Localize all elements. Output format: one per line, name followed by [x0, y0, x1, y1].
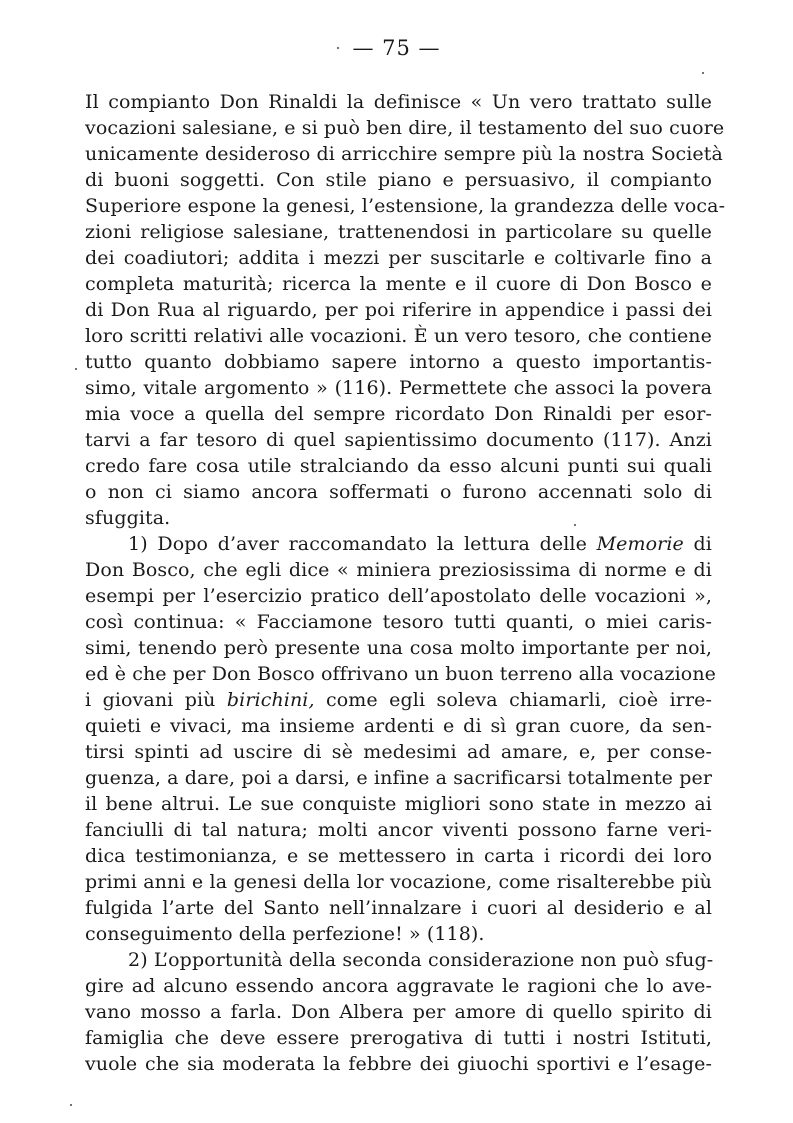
scan-speck: [702, 72, 704, 74]
scan-speck: [337, 47, 339, 49]
line-text: i giovani più: [85, 689, 227, 711]
text-line: Il compianto Don Rinaldi la definisce « Un vero trattato sulle: [85, 91, 712, 113]
line-text: di: [683, 533, 712, 555]
text-line: tutto quanto dobbiamo sapere intorno a questo importantis-: [85, 351, 712, 373]
line-text: 1) Dopo d’aver raccomandato la lettura delle: [128, 533, 597, 555]
text-line: zioni religiose salesiane, trattenendosi in particolare su quelle: [85, 221, 712, 243]
text-line: credo fare cosa utile stralciando da esso alcuni punti sui quali: [85, 455, 712, 477]
text-line: così continua: « Facciamone tesoro tutti quanti, o miei caris-: [85, 611, 712, 633]
text-line: ed è che per Don Bosco offrivano un buon terreno alla vocazione: [85, 663, 717, 685]
page-number: — 75 —: [352, 36, 441, 60]
text-line: di buoni soggetti. Con stile piano e persuasivo, il compianto: [85, 169, 712, 191]
text-line: primi anni e la genesi della lor vocazione, come risalterebbe più: [85, 871, 712, 893]
text-line: gire ad alcuno essendo ancora aggravate le ragioni che lo ave-: [85, 975, 712, 997]
text-line: dei coadiutori; addita i mezzi per suscitarle e coltivarle fino a: [85, 247, 712, 269]
text-line: fanciulli di tal natura; molti ancor viventi possono farne veri-: [85, 819, 712, 841]
text-line: vuole che sia moderata la febbre dei giuochi sportivi e l’esage-: [85, 1053, 712, 1075]
text-line: vano mosso a farla. Don Albera per amore di quello spirito di: [85, 1001, 712, 1023]
text-line: quieti e vivaci, ma insieme ardenti e di sì gran cuore, da sen-: [85, 715, 712, 737]
text-line: conseguimento della perfezione! » (118).: [85, 923, 485, 945]
text-line: loro scritti relativi alle vocazioni. È un vero tesoro, che contiene: [85, 325, 712, 347]
text-line: tarvi a far tesoro di quel sapientissimo documento (117). Anzi: [85, 429, 712, 451]
line-text: come egli soleva chiamarli, cioè irre-: [314, 689, 712, 711]
text-line: unicamente desideroso di arricchire sempre più la nostra Società: [85, 143, 723, 165]
scan-speck: [75, 368, 77, 370]
text-line: esempi per l’esercizio pratico dell’apostolato delle vocazioni »,: [85, 585, 712, 607]
text-line: Superiore espone la genesi, l’estensione, la grandezza delle voca-: [85, 195, 726, 217]
text-line: famiglia che deve essere prerogativa di tutti i nostri Istituti,: [85, 1027, 712, 1049]
text-line: mia voce a quella del sempre ricordato Don Rinaldi per esor-: [85, 403, 712, 425]
text-line: o non ci siamo ancora soffermati o furono accennati solo di: [85, 481, 712, 503]
scan-speck: [574, 524, 576, 526]
text-line: 2) L’opportunità della seconda considerazione non può sfug-: [128, 949, 714, 971]
text-line: guenza, a dare, poi a darsi, e infine a sacrificarsi totalmente per: [85, 767, 712, 789]
text-line: dica testimonianza, e se mettessero in carta i ricordi dei loro: [85, 845, 712, 867]
italic-word: birichini,: [226, 689, 315, 711]
text-line: vocazioni salesiane, e si può ben dire, il testamento del suo cuore: [85, 117, 725, 139]
text-line: simi, tenendo però presente una cosa molto importante per noi,: [85, 637, 712, 659]
text-line: sfuggita.: [85, 507, 171, 529]
text-line: di Don Rua al riguardo, per poi riferire in appendice i passi dei: [85, 299, 712, 321]
scan-speck: [70, 1104, 72, 1106]
italic-title: Memorie: [596, 533, 684, 555]
text-line: fulgida l’arte del Santo nell’innalzare i cuori al desiderio e al: [85, 897, 712, 919]
text-line: Don Bosco, che egli dice « miniera preziosissima di norme e di: [85, 559, 712, 581]
text-line: completa maturità; ricerca la mente e il cuore di Don Bosco e: [85, 273, 712, 295]
text-line: il bene altrui. Le sue conquiste migliori sono state in mezzo ai: [85, 793, 712, 815]
text-line: simo, vitale argomento » (116). Permettete che associ la povera: [85, 377, 712, 399]
text-line: tirsi spinti ad uscire di sè medesimi ad amare, e, per conse-: [85, 741, 712, 763]
